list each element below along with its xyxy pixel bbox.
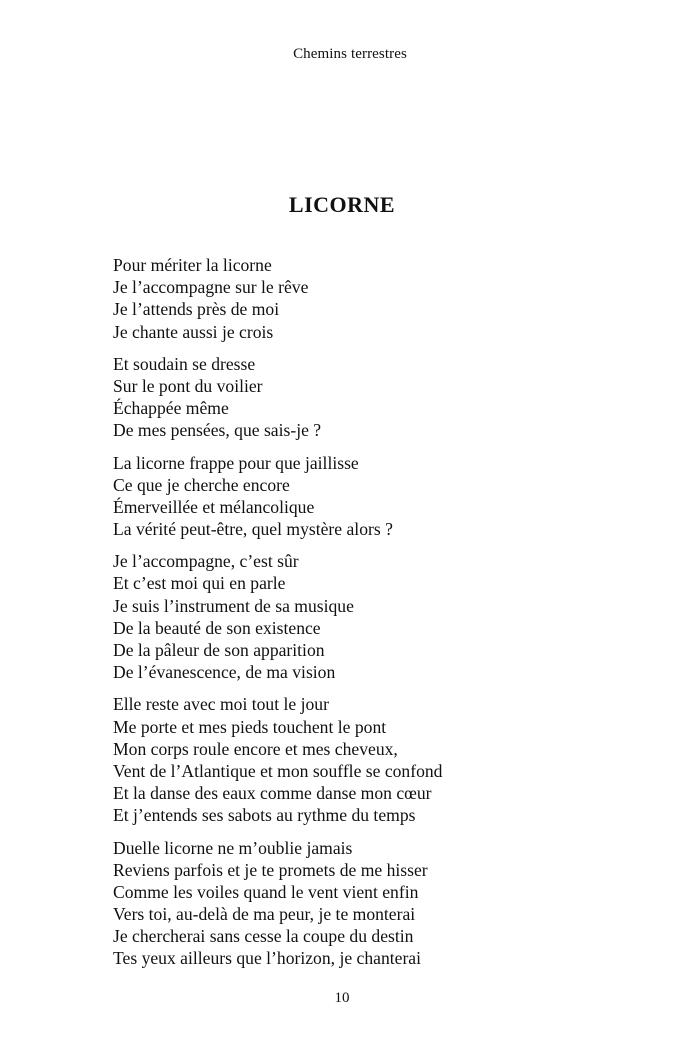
poem-line: Duelle licorne ne m’oublie jamais	[113, 837, 353, 858]
poem-line: De mes pensées, que sais-je ?	[113, 420, 322, 441]
poem-line: Vent de l’Atlantique et mon souffle se confond	[113, 760, 443, 781]
poem-line: Comme les voiles quand le vent vient enfin	[113, 881, 419, 902]
page-number: 10	[334, 990, 350, 1006]
poem-line: De la beauté de son existence	[113, 617, 321, 638]
poem-line: Mon corps roule encore et mes cheveux,	[113, 738, 398, 759]
stanza-6	[113, 837, 673, 970]
poem-line: Reviens parfois et je te promets de me hisser	[113, 859, 428, 880]
poem-line: Je chante aussi je crois	[113, 321, 274, 342]
poem-line: Échappée même	[113, 398, 229, 419]
poem-title: LICORNE	[288, 192, 396, 217]
running-header: Chemins terrestres	[293, 46, 407, 62]
stanza-1	[113, 254, 673, 343]
poem-line: Je chercherai sans cesse la coupe du destin	[113, 926, 414, 947]
poem-line: Tes yeux ailleurs que l’horizon, je chanterai	[113, 948, 422, 969]
poem-line: Ce que je cherche encore	[113, 474, 290, 495]
poem-line: Pour mériter la licorne	[113, 255, 272, 275]
poem-body	[113, 254, 673, 980]
poem-line: Émerveillée et mélancolique	[113, 496, 315, 517]
stanza-2	[113, 353, 673, 442]
poem-line: La licorne frappe pour que jaillisse	[113, 452, 359, 473]
stanza-3	[113, 452, 673, 541]
poem-line: Je l’attends près de moi	[113, 299, 280, 320]
poem-line: Je suis l’instrument de sa musique	[113, 595, 354, 616]
poem-line: Et la danse des eaux comme danse mon cœur	[113, 783, 432, 804]
poem-line: La vérité peut-être, quel mystère alors ?	[113, 519, 393, 540]
poem-line: Elle reste avec moi tout le jour	[113, 694, 329, 715]
poem-line: Me porte et mes pieds touchent le pont	[113, 716, 387, 737]
poem-line: Et c’est moi qui en parle	[113, 573, 286, 594]
poem-line: De la pâleur de son apparition	[113, 640, 325, 660]
poem-line: Je l’accompagne, c’est sûr	[113, 551, 299, 572]
poem-line: Et soudain se dresse	[113, 353, 256, 374]
stanza-5	[113, 693, 673, 826]
poem-line: Vers toi, au-delà de ma peur, je te monterai	[113, 904, 416, 925]
poem-line: De l’évanescence, de ma vision	[113, 662, 336, 683]
stanza-4	[113, 550, 673, 683]
poem-line: Je l’accompagne sur le rêve	[113, 277, 309, 298]
poem-line: Et j’entends ses sabots au rythme du temps	[113, 805, 416, 826]
poem-line: Sur le pont du voilier	[113, 375, 263, 396]
